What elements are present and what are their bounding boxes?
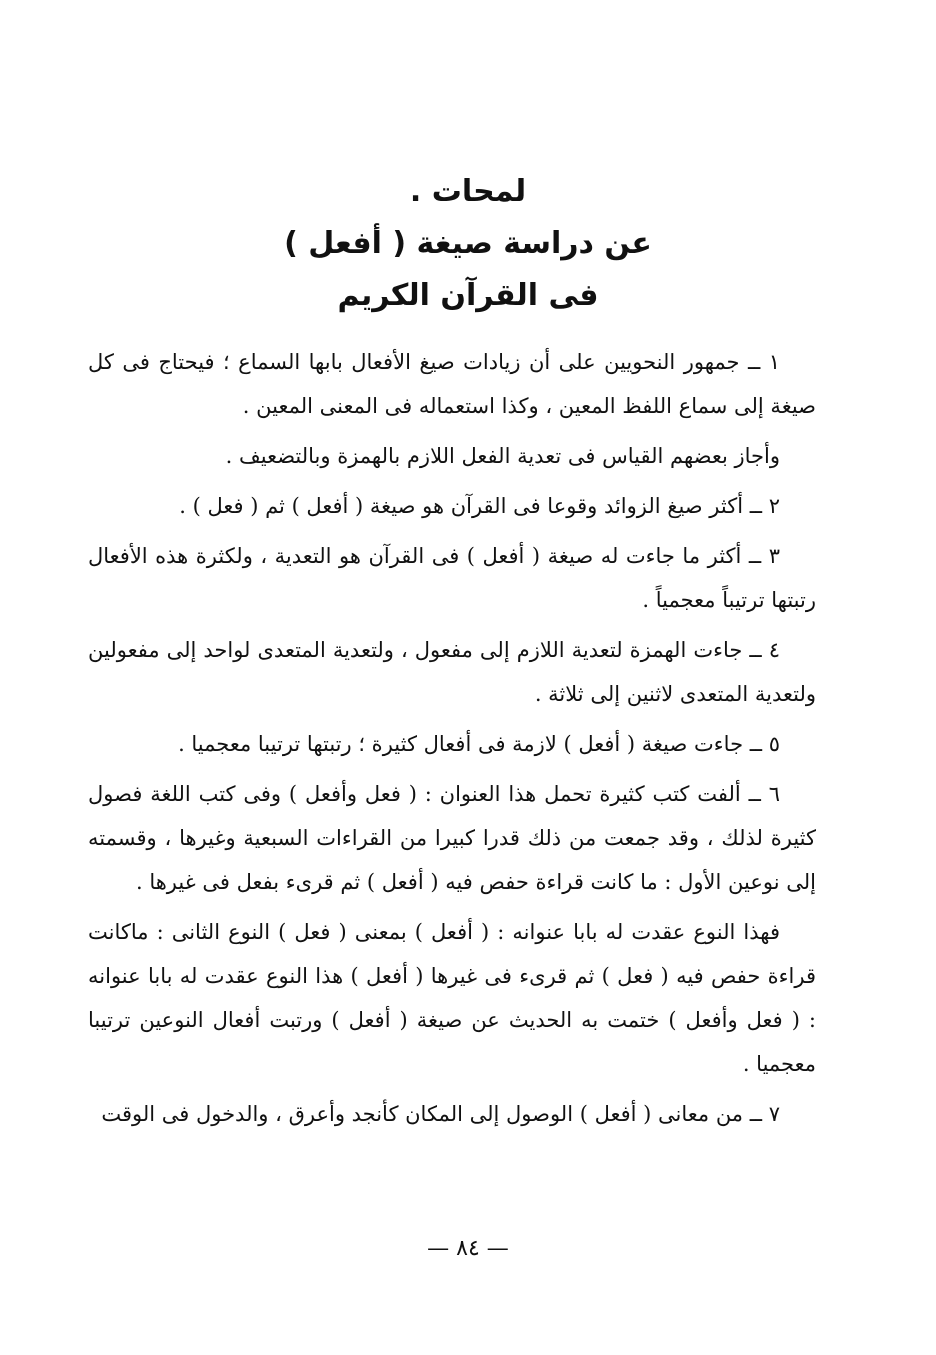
body-text: [88, 340, 816, 1142]
paragraph-1-continued: وأجاز بعضهم القياس فى تعدية الفعل اللازم بالهمزة وبالتضعيف .: [225, 444, 780, 468]
title-line-3: فى القرآن الكريم: [337, 278, 599, 313]
paragraph-1: ١ ــ جمهور النحويين على أن زيادات صيغ الأفعال بابها السماع ؛ فيحتاج فى كل صيغة إلى سماع اللفظ المعين ، وكذا استعماله فى المعنى المعين .: [88, 350, 816, 418]
paragraph-4: ٤ ــ جاءت الهمزة لتعدية اللازم إلى مفعول ، ولتعدية المتعدى لواحد إلى مفعولين ولتعدية المتعدى لاثنين إلى ثلاثة .: [88, 638, 816, 706]
paragraph-7: ٧ ــ من معانى ( أفعل ) الوصول إلى المكان كأنجد وأعرق ، والدخول فى الوقت: [101, 1102, 780, 1126]
title-block: [0, 166, 936, 322]
page-number: — ٨٤ —: [427, 1236, 509, 1261]
paragraph-6: ٦ ــ ألفت كتب كثيرة تحمل هذا العنوان : ( فعل وأفعل ) وفى كتب اللغة فصول كثيرة لذلك ، وقد جمعت من ذلك قدرا كبيرا من القراءات السبعية وغيرها ، وقسمته إلى نوعين الأول : ما كانت قراءة حفص فيه ( أفعل ) ثم قرىء بفعل فى غيرها .: [88, 782, 816, 894]
paragraph-5: ٥ ــ جاءت صيغة ( أفعل ) لازمة فى أفعال كثيرة ؛ رتبتها ترتيبا معجميا .: [178, 732, 780, 756]
title-line-2: عن دراسة صيغة ( أفعل ): [284, 226, 652, 261]
paragraph-2: ٢ ــ أكثر صيغ الزوائد وقوعا فى القرآن هو صيغة ( أفعل ) ثم ( فعل ) .: [179, 494, 780, 518]
paragraph-6-continued: فهذا النوع عقدت له بابا عنوانه : ( أفعل ) بمعنى ( فعل ) النوع الثانى : ماكانت قراءة حفص فيه ( فعل ) ثم قرىء فى غيرها ( أفعل ) هذا النوع عقدت له بابا عنوانه : ( فعل وأفعل ) ختمت به الحديث عن صيغة ( أفعل ) ورتبت أفعال النوعين ترتيبا معجميا .: [88, 920, 816, 1076]
title-line-1: لمحات .: [409, 174, 527, 209]
paragraph-3: ٣ ــ أكثر ما جاءت له صيغة ( أفعل ) فى القرآن هو التعدية ، ولكثرة هذه الأفعال رتبتها ترتيباً معجمياً .: [88, 544, 816, 612]
